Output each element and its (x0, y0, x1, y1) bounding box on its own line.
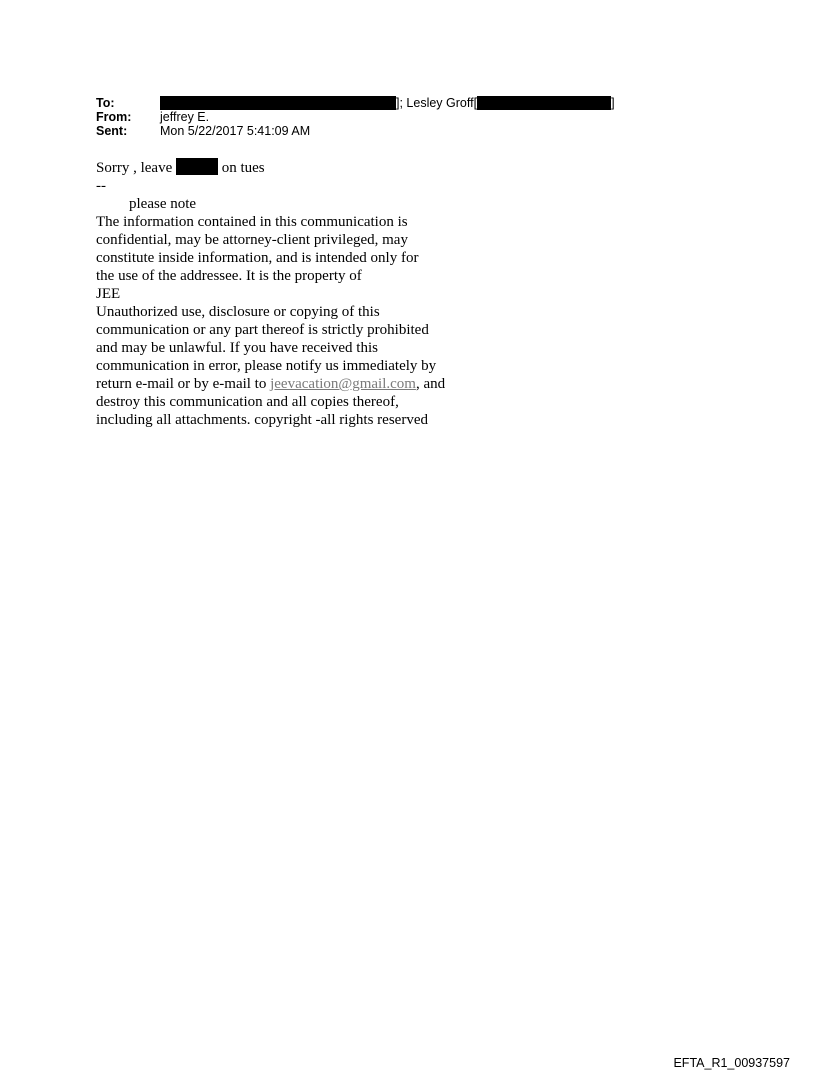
redaction-block (477, 96, 611, 110)
disclaimer-line: The information contained in this communication is (96, 214, 408, 230)
disclaimer-line: communication in error, please notify us immediately by (96, 358, 437, 374)
to-label: To: (96, 96, 115, 110)
please-note: please note (129, 196, 197, 212)
disclaimer-line: constitute inside information, and is intended only for (96, 250, 419, 266)
disclaimer-line: Unauthorized use, disclosure or copying of this (96, 304, 380, 320)
document-id: EFTA_R1_00937597 (673, 1056, 790, 1070)
from-value: jeffrey E. (160, 110, 210, 124)
sent-value: Mon 5/22/2017 5:41:09 AM (160, 124, 311, 138)
disclaimer-email-line (96, 375, 476, 393)
sent-label: Sent: (96, 124, 128, 138)
redaction-block (176, 158, 218, 175)
to-value (160, 96, 615, 110)
disclaimer-line: confidential, may be attorney-client privileged, may (96, 232, 408, 248)
from-label: From: (96, 110, 132, 124)
disclaimer-line: JEE (96, 286, 121, 302)
message-text-start: Sorry , leave (96, 160, 173, 176)
to-separator: ]; Lesley Groff[ (396, 96, 478, 110)
to-end: ] (611, 96, 615, 110)
signature-separator: -- (96, 178, 106, 194)
disclaimer-line: including all attachments. copyright -all rights reserved (96, 412, 428, 428)
disclaimer-line: the use of the addressee. It is the property of (96, 268, 362, 284)
email-body (96, 158, 476, 429)
email-line-text: return e-mail or by e-mail to (96, 376, 271, 392)
disclaimer-line: and may be unlawful. If you have received this (96, 340, 378, 356)
email-link[interactable]: jeevacation@gmail.com (270, 376, 416, 392)
email-line-suffix: , and (415, 376, 446, 392)
redaction-block (160, 96, 396, 110)
disclaimer-line: destroy this communication and all copies thereof, (96, 394, 399, 410)
message-line (96, 158, 476, 177)
message-text-end: on tues (221, 160, 265, 176)
disclaimer-line: communication or any part thereof is strictly prohibited (96, 322, 429, 338)
